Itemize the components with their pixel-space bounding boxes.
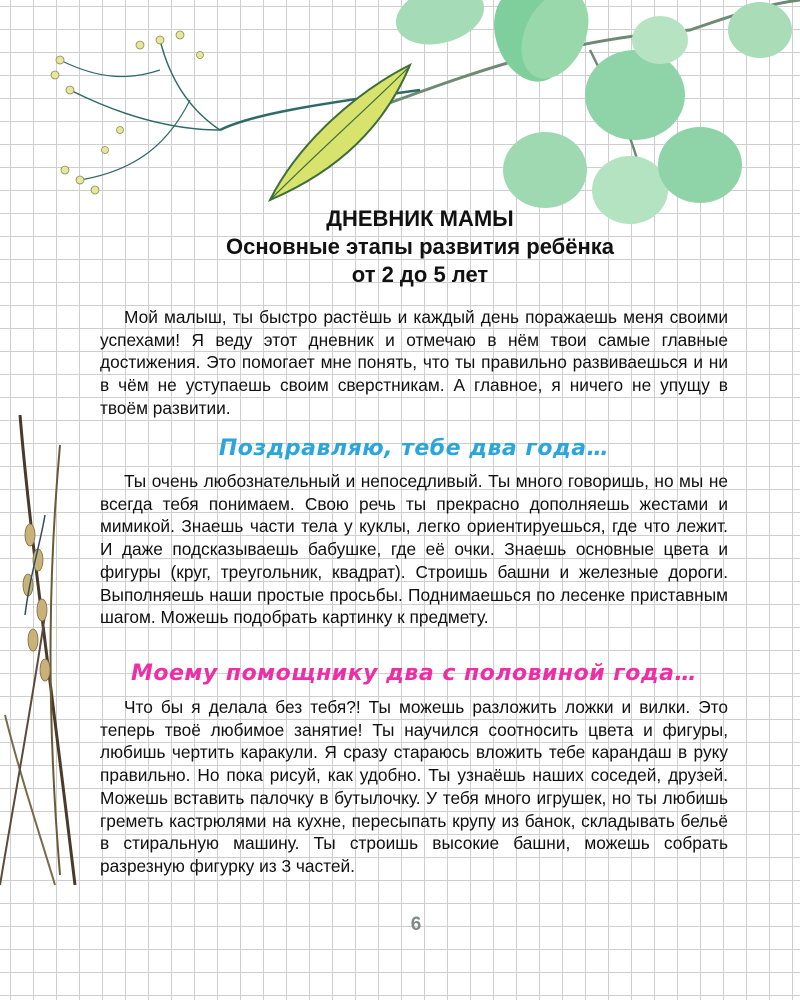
title-line-1: ДНЕВНИК МАМЫ: [326, 206, 514, 231]
title-line-3: от 2 до 5 лет: [351, 262, 489, 287]
section-heading-two-years: Поздравляю, тебе два года…: [218, 436, 610, 461]
herb-sprig-illustration: [40, 20, 460, 220]
page-number: 6: [410, 914, 422, 935]
page-title: [120, 205, 720, 289]
section-paragraph-two-and-half-years: Что бы я делала без тебя?! Ты можешь разложить ложки и вилки. Это теперь твоё любимое занятие! Ты научился соотносить цвета и фигуры, любишь чертить каракули. Я сразу стараюсь вложить тебе карандаш в руку правильно. Но пока рисуй, как удобно. Ты узнаёшь наших соседей, друзей. Можешь вставить палочку в бутылочку. У тебя много игрушек, но ты любишь греметь кастрюлями на кухне, пересыпать крупу из банок, складывать бельё в стиральную машину. Ты строишь высокие башни, можешь собрать разрезную фигурку из 3 частей.: [100, 697, 728, 876]
section-paragraph-two-years: Ты очень любознательный и непоседливый. Ты много говоришь, но мы не всегда тебя понимаем. Свою речь ты прекрасно дополняешь жестами и мимикой. Знаешь части тела у куклы, легко ориентируешься, где что лежит. И даже подсказываешь бабушке, где её очки. Знаешь основные цвета и фигуры (круг, треугольник, квадрат). Строишь башни и железные дороги. Выполняешь наши простые просьбы. Поднимаешься по лесенке приставным шагом. Можешь подобрать картинку к предмету.: [100, 471, 728, 628]
section-heading-two-and-half-years: Моему помощнику два с половиной года…: [130, 661, 698, 686]
intro-paragraph: Мой малыш, ты быстро растёшь и каждый день поражаешь меня своими успехами! Я веду этот дневник и отмечаю в нём твои самые главные достижения. Это помогает мне понять, что ты правильно развиваешься и ни в чём не уступаешь своим сверстникам. А главное, я ничего не упущу в твоём развитии.: [100, 307, 728, 418]
dry-grass-illustration: [0, 415, 100, 895]
title-line-2: Основные этапы развития ребёнка: [226, 234, 614, 259]
